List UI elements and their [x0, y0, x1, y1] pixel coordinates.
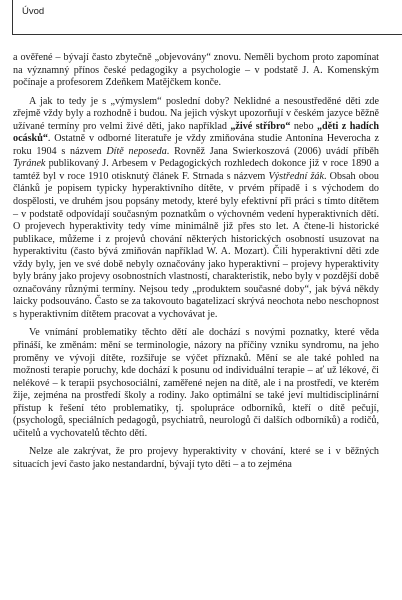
- text-run: . Ostatně v odborné literatuře je vždy zmiňována studie Antonína Heverocha z roku 1904 s názvem: [13, 133, 379, 157]
- running-header: [0, 0, 402, 40]
- header-vertical-rule: [12, 0, 13, 34]
- chapter-title: Úvod: [22, 6, 45, 17]
- paragraph: [13, 446, 379, 471]
- text-run: a ověřené – bývají často zbytečně „objevovány“ znovu. Neměli bychom proto zapomínat na významný přínos české pedagogiky a psychologie – v podstatě J. A. Komenským počínaje a profesorem Zdeňkem Matějčkem konče.: [13, 52, 379, 89]
- paragraph: [13, 52, 379, 90]
- body-text: [13, 52, 379, 472]
- text-run: publikovaný J. Arbesem v Pedagogických rozhledech dokonce již v roce 1890 a tamtéž byl v roce 1910 otisknutý článek F. Strnada s názvem: [13, 158, 379, 182]
- header-horizontal-rule: [12, 34, 402, 35]
- paragraph: [13, 96, 379, 322]
- emphasis-italic: Tyránek: [13, 158, 46, 170]
- text-run: Ve vnímání problematiky těchto dětí ale dochází s novými poznatky, které věda přináší, ke změnám: mění se terminologie, názory na příčiny vzniku syndromu, na jeho proměny ve vývoji dítěte, rozšiřuje se výčet příznaků. Mění se ale také pohled na možnosti terapie poruchy, kde dochází k posunu od individuální terapie – ať už lékové, či nelékové – k terapii psychosociální, zaměřené nejen na dítě, ale i na prostředí, ve kterém žije, zejména na prostředí školy a rodiny. Jako optimální se také jeví multidisciplinární přístup k řešení této problematiky, tj. spolupráce odborníků, kteří o dítě pečují, (psychologů, speciálních pedagogů, psychiatrů, neurologů či dalších odborníků) a rodičů, učitelů a vychovatelů těchto dětí.: [13, 327, 379, 439]
- text-run: A jak to tedy je s „výmyslem“ poslední doby? Neklidné a nesoustředěné děti zde zřejmě vždy byly a rozhodně i budou. Na jejich výskyt upozorňují v českém jazyce běžně užívané termíny pro velmi živé děti, jako například: [13, 95, 379, 132]
- emphasis-italic: Výstřední žák: [268, 170, 324, 182]
- emphasis-bold: „děti z hadích ocásků“: [13, 120, 379, 145]
- text-run: . Rovněž Jana Swierkoszová (2006) uvádí příběh: [166, 145, 379, 157]
- emphasis-bold: „živé stříbro“: [230, 120, 291, 132]
- text-run: nebo: [290, 120, 317, 132]
- paragraph: [13, 327, 379, 440]
- text-run: . Obsah obou článků je popisem typicky hyperaktivního dítěte, v prvém případě i s východem do dospělosti, ve druhém jsou popsány metody, které byly efektivní při práci s tímto dítětem – v podstatě odpovídají současným poznatkům o výchovném vedení hyperaktivních dětí. O projevech hyperaktivity tedy víme minimálně již přes sto let. A čtene-li historické publikace, můžeme i z projevů chování některých historických osobností usuzovat na hyperaktivitu (často bývá zmiňován například W. A. Mozart). Čili hyperaktivní děti zde vždy byly, jen ve své době nebyly označovány jako hyperaktivní – projevy hyperaktivity byly brány jako projevy osobnostních vlastností, charakteristik, nebo byly v pozdější době označovány různými termíny. Nejsou tedy „produktem současné doby“, jak bývá někdy laicky podsouváno. Často se za takovouto bagatelizací skrývá neochota nebo neschopnost s hyperaktivním dítětem pracovat a vychovávat je.: [13, 170, 379, 320]
- text-run: Nelze ale zakrývat, že pro projevy hyperaktivity v chování, které se i v běžných situacích jeví často jako nestandardní, bývají tyto děti – a to zejména: [13, 446, 379, 470]
- emphasis-italic: Dítě neposeda: [106, 145, 167, 157]
